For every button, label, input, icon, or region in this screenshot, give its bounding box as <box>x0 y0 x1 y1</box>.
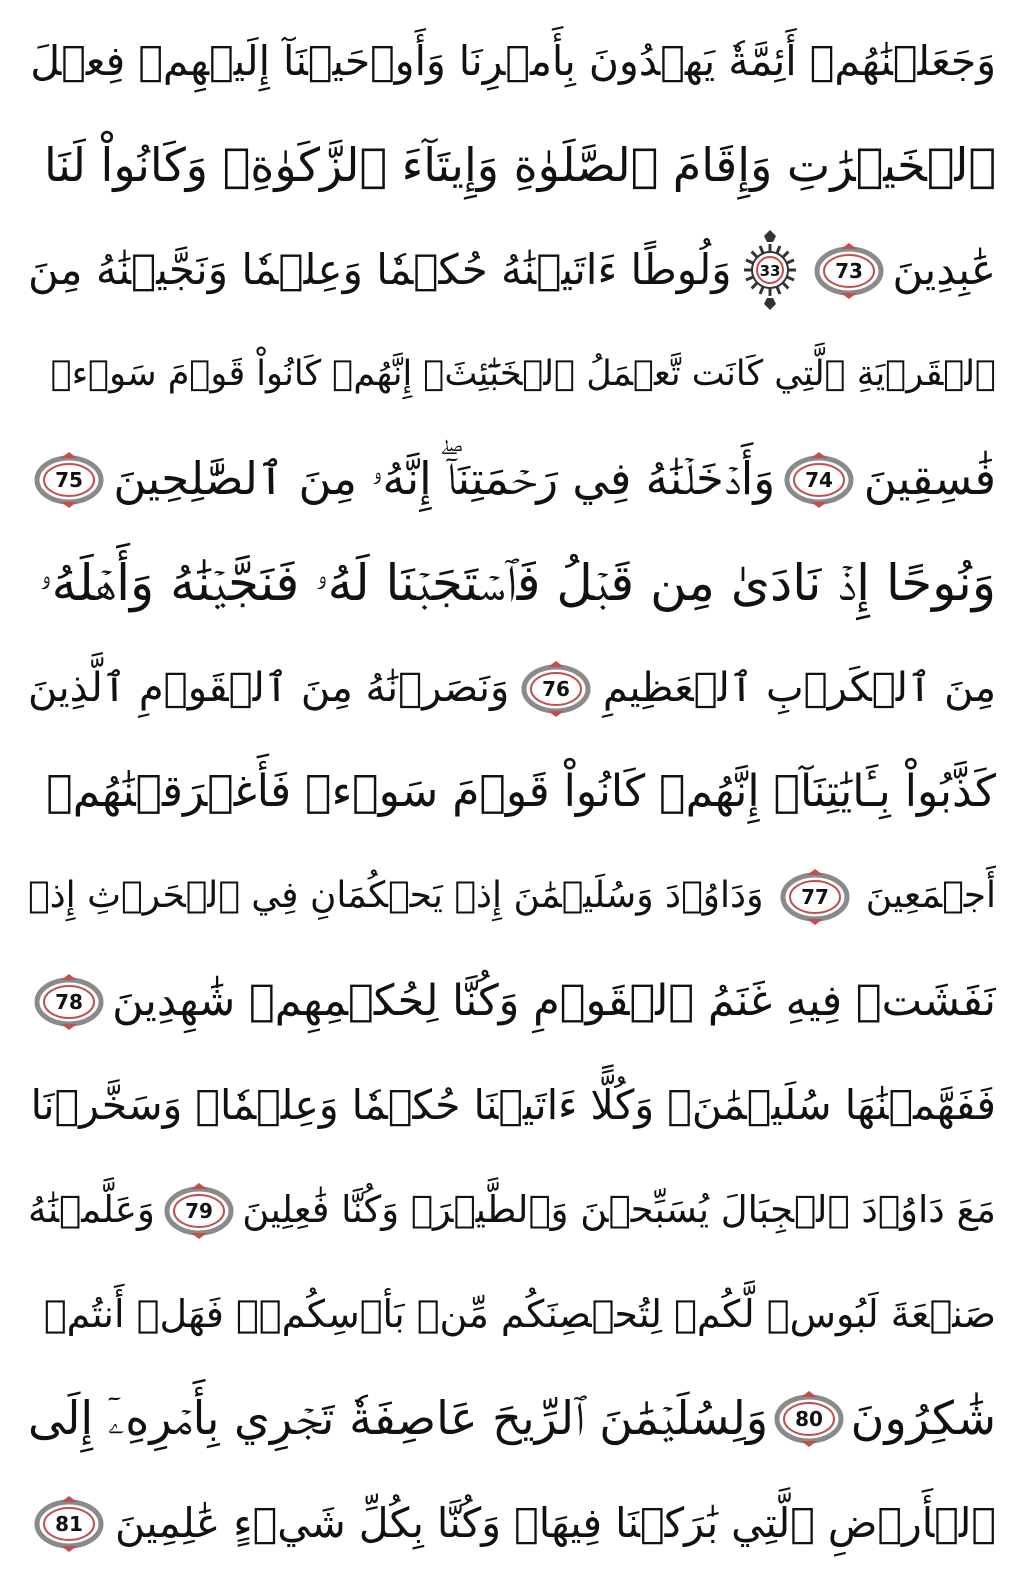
verse-text: وَلِسُلَيۡمَٰنَ ٱلرِّيحَ عَاصِفَةٗ تَجۡرِي بِأَمۡرِهِۦٓ إِلَى <box>28 1391 769 1446</box>
verse-line <box>28 534 996 632</box>
verse-lines <box>28 12 996 1572</box>
verse-text: كَذَّبُواْ بِـَٔايَٰتِنَآۚ إِنَّهُمۡ كَانُواْ قَوۡمَ سَوۡءٖ فَأَغۡرَقۡنَٰهُمۡ <box>46 765 996 817</box>
verse-line <box>28 12 996 110</box>
verse-text: فَٰسِقِينَ <box>863 451 996 505</box>
ayah-number: 77 <box>800 885 829 910</box>
verse-line <box>28 743 996 841</box>
verse-text: شَٰكِرُونَ <box>850 1391 996 1446</box>
verse-text: عَٰبِدِينَ <box>892 244 996 294</box>
verse-line <box>28 1369 996 1467</box>
verse-text: وَلُوطًا ءَاتَيۡنَٰهُ حُكۡمٗا وَعِلۡمٗا وَنَجَّيۡنَٰهُ مِنَ <box>28 244 732 294</box>
verse-line <box>28 430 996 528</box>
verse-text: وَدَاوُۥدَ وَسُلَيۡمَٰنَ إِذۡ يَحۡكُمَانِ فِي ٱلۡحَرۡثِ إِذۡ <box>28 875 764 917</box>
verse-line <box>28 1265 996 1363</box>
ayah-end-marker-icon <box>784 450 854 508</box>
ayah-number: 79 <box>184 1198 213 1223</box>
verse-text: ٱلۡأَرۡضِ ٱلَّتِي بَٰرَكۡنَا فِيهَاۚ وَكُنَّا بِكُلِّ شَيۡءٍ عَٰلِمِينَ <box>114 1498 996 1547</box>
verse-line <box>28 1161 996 1259</box>
verse-line <box>28 639 996 737</box>
verse-text: مِنَ ٱلۡكَرۡبِ ٱلۡعَظِيمِ <box>602 664 996 711</box>
verse-line <box>28 1474 996 1572</box>
juz-number: 33 <box>759 261 781 280</box>
ayah-end-marker-icon <box>34 450 104 508</box>
verse-text: ٱلۡخَيۡرَٰتِ وَإِقَامَ ٱلصَّلَوٰةِ وَإِيتَآءَ ٱلزَّكَوٰةِۖ وَكَانُواْ لَنَا <box>44 138 996 193</box>
verse-line <box>28 325 996 423</box>
verse-line <box>28 847 996 945</box>
ayah-end-marker-icon <box>780 867 850 925</box>
ayah-number: 81 <box>55 1511 83 1536</box>
ayah-number: 78 <box>55 989 83 1014</box>
ayah-end-marker-icon <box>34 972 104 1030</box>
verse-text: مَعَ دَاوُۥدَ ٱلۡجِبَالَ يُسَبِّحۡنَ وَٱلطَّيۡرَۚ وَكُنَّا فَٰعِلِينَ <box>242 1187 996 1231</box>
verse-line <box>28 952 996 1050</box>
ayah-end-marker-icon <box>521 659 591 717</box>
verse-line <box>28 221 996 319</box>
ayah-number: 75 <box>55 467 83 492</box>
verse-text: ٱلۡقَرۡيَةِ ٱلَّتِي كَانَت تَّعۡمَلُ ٱلۡخَبَٰٓئِثَۚ إِنَّهُمۡ كَانُواْ قَوۡمَ سَوۡءٖ <box>50 354 996 395</box>
verse-text: وَعَلَّمۡنَٰهُ <box>28 1187 155 1231</box>
verse-line <box>28 116 996 214</box>
ayah-end-marker-icon <box>34 1494 104 1552</box>
verse-text: أَجۡمَعِينَ <box>865 875 996 917</box>
ayah-number: 73 <box>835 258 864 283</box>
ayah-end-marker-icon <box>774 1389 844 1447</box>
ayah-end-marker-icon <box>164 1181 234 1239</box>
verse-text: وَجَعَلۡنَٰهُمۡ أَئِمَّةٗ يَهۡدُونَ بِأَمۡرِنَا وَأَوۡحَيۡنَآ إِلَيۡهِمۡ فِعۡلَ <box>30 37 996 85</box>
verse-text: وَأَدۡخَلۡنَٰهُ فِي رَحۡمَتِنَآۖ إِنَّهُۥ مِنَ ٱلصَّٰلِحِينَ <box>113 451 776 505</box>
verse-text: وَنُوحًا إِذۡ نَادَىٰ مِن قَبۡلُ فَٱسۡتَجَبۡنَا لَهُۥ فَنَجَّيۡنَٰهُ وَأَهۡلَهُۥ <box>39 554 996 613</box>
verse-text: وَنَصَرۡنَٰهُ مِنَ ٱلۡقَوۡمِ ٱلَّذِينَ <box>28 664 510 711</box>
juz-rosette-icon <box>740 230 800 310</box>
verse-text: صَنۡعَةَ لَبُوسٖ لَّكُمۡ لِتُحۡصِنَكُم مِّنۢ بَأۡسِكُمۡۖ فَهَلۡ أَنتُمۡ <box>43 1292 996 1337</box>
ayah-number: 80 <box>795 1407 824 1432</box>
verse-line <box>28 1056 996 1154</box>
ayah-end-marker-icon <box>814 241 884 299</box>
verse-text: نَفَشَتۡ فِيهِ غَنَمُ ٱلۡقَوۡمِ وَكُنَّا لِحُكۡمِهِمۡ شَٰهِدِينَ <box>112 975 996 1026</box>
verse-text: فَفَهَّمۡنَٰهَا سُلَيۡمَٰنَۚ وَكُلًّا ءَاتَيۡنَا حُكۡمٗا وَعِلۡمٗاۚ وَسَخَّرۡنَا <box>30 1081 996 1130</box>
ayah-number: 74 <box>805 467 834 492</box>
ayah-number: 76 <box>542 676 570 701</box>
